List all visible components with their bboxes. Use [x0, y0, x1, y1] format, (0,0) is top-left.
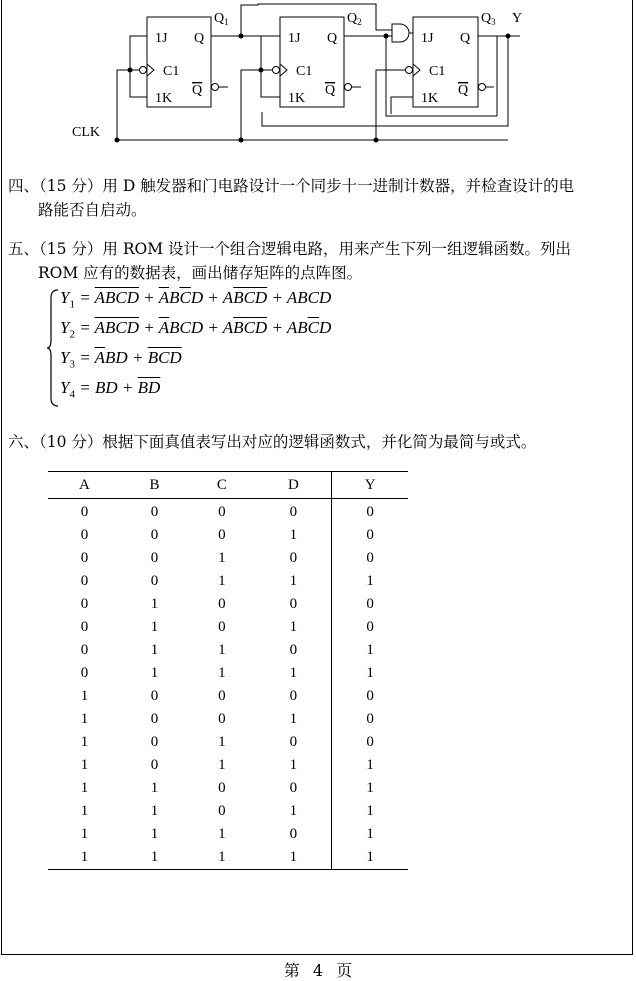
table-cell: 1	[289, 527, 298, 543]
table-cell: 1	[289, 665, 298, 681]
table-row	[48, 823, 408, 846]
logic-equations	[46, 288, 386, 406]
table-cell: 1	[289, 757, 298, 773]
equation-y1: $Y_1 = \overline{A}\overline{B}\overline{CD} + \overline{A}B\overline{C}D + A\overline{B}\overline{C}\overline{D}$ + ABCD	[60, 288, 332, 311]
table-cell: 0	[218, 688, 226, 704]
table-cell: 0	[80, 550, 89, 566]
table-cell: 1	[150, 619, 159, 635]
table-cell: 0	[80, 527, 89, 543]
table-cell: 0	[289, 734, 298, 750]
table-row	[48, 754, 408, 777]
table-cell: 1	[150, 642, 159, 658]
equation-y4: $Y_4$ = BD + $\overline{B}\overline{D}$	[60, 378, 161, 401]
table-cell: 0	[150, 527, 159, 543]
table-cell: 0	[80, 619, 89, 635]
table-row	[48, 593, 408, 616]
table-cell: 1	[218, 550, 226, 566]
equation-y2: $Y_2 = \overline{A}\overline{B}\overline{CD} + \overline{A}BCD + A\overline{B}\overline{C}\overline{D} + AB\overline{C}D$	[60, 318, 332, 341]
table-cell: 0	[150, 573, 159, 589]
question-5-line-2: ROM 应有的数据表，画出储存矩阵的点阵图。	[38, 264, 363, 282]
table-cell: 0	[218, 711, 226, 727]
table-cell: 1	[289, 711, 298, 727]
table-row	[48, 616, 408, 639]
table-cell: 1	[332, 754, 408, 777]
header-b: B	[121, 472, 188, 499]
table-cell: 0	[332, 524, 408, 547]
table-cell: 0	[218, 803, 226, 819]
table-cell: 0	[289, 596, 298, 612]
table-cell: 1	[150, 826, 159, 842]
table-row	[48, 547, 408, 570]
table-cell: 1	[332, 846, 408, 870]
header-d: D	[256, 472, 332, 499]
table-cell: 1	[80, 826, 89, 842]
y-output-label: Y	[512, 11, 523, 26]
ff2-qbar-label: Q	[325, 83, 336, 98]
q2-output-label: $Q_2$	[347, 11, 362, 27]
table-row	[48, 777, 408, 800]
table-row	[48, 800, 408, 823]
ff1-c-label: C1	[163, 64, 180, 79]
table-cell: 1	[80, 757, 89, 773]
table-cell: 0	[332, 593, 408, 616]
header-a: A	[48, 472, 121, 499]
equation-y3: $Y_3 = \overline{A}BD + \overline{B}\overline{CD}$	[60, 348, 182, 371]
ff2-k-label: 1K	[288, 91, 306, 106]
table-cell: 0	[218, 619, 226, 635]
question-4-line-1: 四、（15 分）用 D 触发器和门电路设计一个同步十一进制计数器，并检查设计的电	[8, 177, 575, 195]
table-cell: 0	[289, 688, 298, 704]
ff3-k-label: 1K	[421, 91, 439, 106]
table-row	[48, 708, 408, 731]
q3-output-label: $Q_3$	[481, 11, 496, 27]
table-cell: 0	[332, 731, 408, 754]
table-cell: 0	[332, 499, 408, 525]
table-cell: 0	[150, 757, 159, 773]
table-cell: 0	[80, 596, 89, 612]
table-cell: 0	[218, 596, 226, 612]
clk-label: CLK	[72, 125, 100, 140]
table-cell: 0	[150, 711, 159, 727]
table-cell: 1	[150, 780, 159, 796]
table-row	[48, 639, 408, 662]
table-cell: 1	[332, 639, 408, 662]
table-row	[48, 846, 408, 870]
question-4	[8, 174, 574, 222]
table-cell: 1	[289, 573, 298, 589]
table-cell: 0	[289, 550, 298, 566]
table-cell: 1	[218, 734, 226, 750]
table-cell: 1	[218, 826, 226, 842]
ff3-j-label: 1J	[421, 31, 434, 46]
table-row	[48, 570, 408, 593]
table-cell: 1	[332, 777, 408, 800]
table-cell: 0	[150, 688, 159, 704]
ff1-k-label: 1K	[155, 91, 173, 106]
table-cell: 1	[150, 665, 159, 681]
table-cell: 0	[150, 504, 159, 520]
page-number: 第 4 页	[283, 961, 353, 980]
question-5-line-1: 五、（15 分）用 ROM 设计一个组合逻辑电路，用来产生下列一组逻辑函数。列出	[8, 240, 572, 258]
table-cell: 0	[218, 527, 226, 543]
table-cell: 1	[332, 570, 408, 593]
left-brace-icon	[46, 288, 60, 408]
table-cell: 1	[80, 734, 89, 750]
table-cell: 1	[48, 846, 121, 870]
table-cell: 1	[256, 846, 332, 870]
ff3-c-label: C1	[429, 64, 446, 79]
question-5	[8, 237, 571, 285]
table-row	[48, 499, 408, 525]
table-row	[48, 731, 408, 754]
ff3-q-label: Q	[460, 31, 471, 46]
table-cell: 0	[289, 780, 298, 796]
truth-table-header	[48, 472, 408, 499]
table-cell: 1	[150, 803, 159, 819]
table-cell: 0	[80, 642, 89, 658]
table-cell: 0	[289, 504, 298, 520]
ff1-qbar-label: Q	[192, 83, 203, 98]
table-cell: 0	[80, 504, 89, 520]
table-cell: 0	[332, 708, 408, 731]
ff3-qbar-label: Q	[458, 83, 469, 98]
table-cell: 1	[218, 573, 226, 589]
table-cell: 1	[332, 662, 408, 685]
table-cell: 1	[218, 665, 226, 681]
question-6	[8, 430, 536, 454]
ff1-j-label: 1J	[155, 31, 168, 46]
ff2-j-label: 1J	[288, 31, 301, 46]
question-6-line-1: 六、（10 分）根据下面真值表写出对应的逻辑函数式，并化简为最简与或式。	[8, 433, 537, 451]
question-4-line-2: 路能否自启动。	[38, 201, 147, 219]
table-cell: 0	[150, 734, 159, 750]
table-cell: 0	[332, 616, 408, 639]
q1-output-label: $Q_1$	[214, 11, 229, 27]
table-cell: 1	[80, 803, 89, 819]
header-c: C	[188, 472, 255, 499]
table-cell: 1	[80, 688, 89, 704]
truth-table	[48, 471, 408, 870]
table-cell: 1	[332, 800, 408, 823]
table-cell: 0	[80, 573, 89, 589]
table-cell: 1	[289, 619, 298, 635]
ff1-q-label: Q	[194, 31, 205, 46]
table-cell: 1	[80, 780, 89, 796]
table-cell: 1	[188, 846, 255, 870]
table-row	[48, 685, 408, 708]
table-cell: 0	[218, 780, 226, 796]
table-row	[48, 524, 408, 547]
table-cell: 1	[218, 642, 226, 658]
table-cell: 0	[218, 504, 226, 520]
jk-flipflop-circuit	[0, 0, 636, 150]
table-cell: 0	[332, 685, 408, 708]
table-cell: 0	[80, 665, 89, 681]
table-cell: 0	[289, 642, 298, 658]
table-cell: 1	[150, 596, 159, 612]
ff2-q-label: Q	[327, 31, 338, 46]
table-cell: 1	[332, 823, 408, 846]
table-cell: 1	[289, 803, 298, 819]
table-cell: 1	[121, 846, 188, 870]
table-cell: 0	[150, 550, 159, 566]
table-row	[48, 662, 408, 685]
table-cell: 1	[80, 711, 89, 727]
table-cell: 0	[289, 826, 298, 842]
header-y: Y	[332, 472, 408, 499]
ff2-c-label: C1	[296, 64, 313, 79]
table-cell: 0	[332, 547, 408, 570]
table-cell: 1	[218, 757, 226, 773]
